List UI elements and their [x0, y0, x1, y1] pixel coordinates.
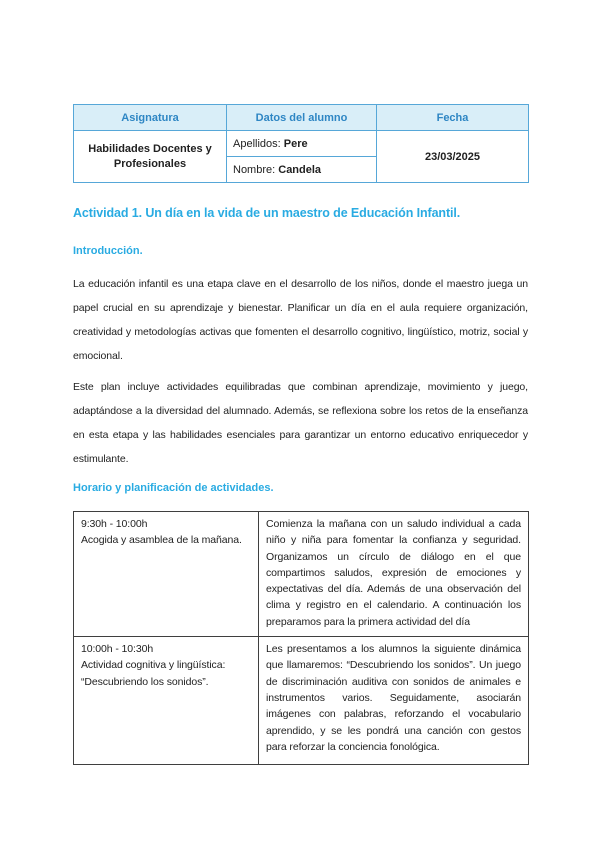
student-info-table: [73, 104, 529, 183]
info-header-row: [74, 105, 529, 131]
schedule-time-activity-cell: [74, 637, 259, 765]
intro-heading: Introducción.: [73, 245, 143, 257]
schedule-description-cell: Comienza la mañana con un saludo individual a cada niño y niña para fomentar la confianza y seguridad. Organizamos un círculo de diálogo en el que compartimos saludos, expresión de emociones y expectativas del día. Además de una observación del clima y registro en el calendario. A continuación los preparamos para la primera actividad del día: [259, 512, 529, 637]
schedule-activity: Acogida y asamblea de la mañana.: [81, 534, 242, 547]
fecha-value: 23/03/2025: [377, 131, 529, 183]
schedule-time: 10:00h - 10:30h: [81, 643, 154, 656]
schedule-time-activity-cell: [74, 512, 259, 637]
subject-name: Habilidades Docentes y Profesionales: [74, 131, 227, 183]
nombre-cell: [227, 157, 377, 183]
schedule-heading: Horario y planificación de actividades.: [73, 482, 274, 494]
schedule-row: [74, 637, 529, 765]
nombre-value: Candela: [278, 163, 322, 176]
schedule-table: [73, 511, 529, 765]
activity-title: Actividad 1. Un día en la vida de un maestro de Educación Infantil.: [73, 206, 461, 220]
schedule-activity: Actividad cognitiva y lingüística: “Descubriendo los sonidos”.: [81, 659, 226, 688]
intro-paragraph-2: Este plan incluye actividades equilibradas que combinan aprendizaje, movimiento y juego, adaptándose a la diversidad del alumnado. Además, se reflexiona sobre los retos de la enseñanza en esta etapa y las habilidades esenciales para garantizar un entorno educativo enriquecedor y estimulante.: [73, 381, 528, 465]
nombre-label: Nombre:: [233, 163, 279, 176]
apellidos-value: Pere: [283, 137, 308, 150]
header-datos-alumno: Datos del alumno: [227, 105, 377, 131]
header-fecha: Fecha: [377, 105, 529, 131]
apellidos-cell: [227, 131, 377, 157]
apellidos-label: Apellidos:: [233, 137, 284, 150]
schedule-time: 9:30h - 10:00h: [81, 518, 148, 530]
intro-paragraph-1: La educación infantil es una etapa clave en el desarrollo de los niños, donde el maestro juega un papel crucial en su aprendizaje y bienestar. Planificar un día en el aula requiere organización, creatividad y metodologías activas que fomenten el desarrollo cognitivo, lingüístico, motriz, social y emocional.: [73, 278, 528, 362]
info-row-apellidos: [74, 131, 529, 157]
header-asignatura: Asignatura: [74, 105, 227, 131]
schedule-description-cell: Les presentamos a los alumnos la siguiente dinámica que llamaremos: “Descubriendo los sonidos”. Un juego de discriminación auditiva con sonidos de animales e instrumentos varios. Seguidamente, asociarán imágenes con palabras, reforzando el vocabulario aprendido, y se les pondrá una canción con gestos para reforzar la conciencia fonológica.: [259, 637, 529, 765]
schedule-row: [74, 512, 529, 637]
